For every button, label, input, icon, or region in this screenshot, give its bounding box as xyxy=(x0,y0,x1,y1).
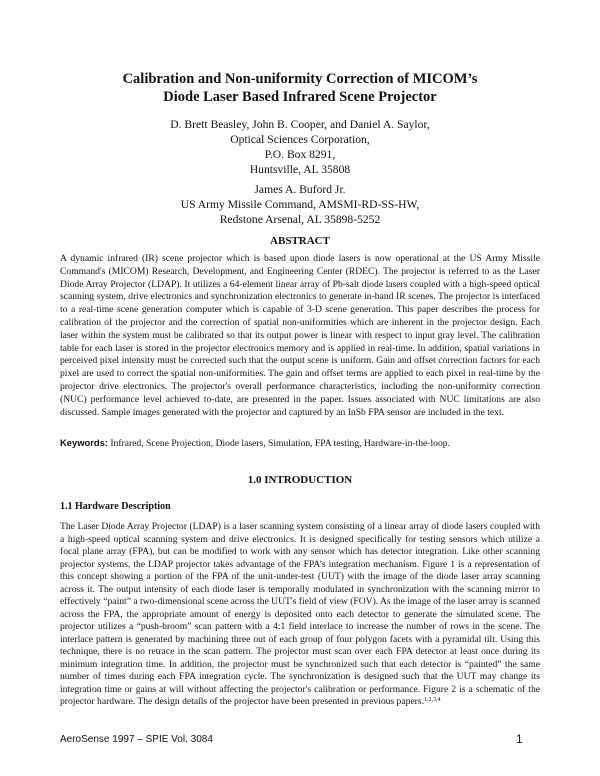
subsection-heading: 1.1 Hardware Description xyxy=(60,501,171,512)
author-block-osc xyxy=(60,117,540,177)
abstract-heading: ABSTRACT xyxy=(270,235,330,247)
paper-title xyxy=(60,70,540,106)
author-city: Huntsville, AL 35808 xyxy=(249,163,351,176)
intro-text: The Laser Diode Array Projector (LDAP) is a laser scanning system consisting of a linear array of diode lasers coupled with a high-speed optical scanning system and drive electronics. It is designed specifically for testing sensors which utilize a focal plane array (FPA), but can be modified to work with any sensor which has detector integration. Like other scanning projector systems, the LDAP projector takes advantage of the FPA’s integration mechanism. Figure 1 is a representation of this concept showing a portion of the FPA of the unit-under-test (UUT) with the image of the diode laser array scanning across it. The output intensity of each diode laser is temporally modulated in synchronization with the scanning mirror to effectively “paint” a two-dimensional scene across the UUT's field of view (FOV). As the image of the laser array is scanned across the FPA, the appropriate amount of energy is deposited onto each detector to generate the simulated scene. The projector utilizes a “push-broom” scan pattern with a 4:1 field interlace to increase the number of rows in the scene. The interlace pattern is generated by machining three out of each group of four polygon facets with a pyramidal tilt. Using this technique, there is no retrace in the scan pattern. The projector must scan over each FPA detector at least once during its minimum integration time. In addition, the projector must be synchronized such that each detector is “painted” the same number of times during each FPA integration cycle. The synchronization is designed such that the UUT may change its integration time or gains at will without affecting the projector's calibration or performance. Figure 2 is a schematic of the projector hardware. The design details of the projector have been presented in previous papers. xyxy=(60,521,540,707)
author-names: D. Brett Beasley, John B. Cooper, and Daniel A. Saylor, xyxy=(170,118,430,131)
citation-superscript: 1,2,3,4 xyxy=(423,697,441,703)
abstract-text: A dynamic infrared (IR) scene projector which is based upon diode lasers is now operational at the US Army Missile Command's (MICOM) Research, Development, and Engineering Center (RDEC). The projector is referred to as the Laser Diode Array Projector (LDAP). It utilizes a 64-element linear array of Pb-salt diode lasers coupled with a high-speed optical scanning system, drive electronics and synchronization electronics to generate in-band IR scenes. The projector is interfaced to a real-time scene generation computer which is capable of 3-D scene generation. This paper describes the process for calibration of the projector and the correction of spatial non-uniformities which are inherent in the projector design. Each laser within the system must be calibrated so that its output power is linear with respect to input gray level. The calibration table for each laser is stored in the projector electronics memory and is applied in real-time. In addition, spatial variations in perceived pixel intensity must be corrected such that the output scene is uniform. Gain and offset correction factors for each pixel are used to correct the spatial non-uniformities. The gain and offset terms are applied to each pixel in real-time by the projector drive electronics. The projector's overall performance characteristics, including the non-uniformity correction (NUC) performance level achieved to-date, are presented in the paper. Issues associated with NUC limitations are also discussed. Sample images generated with the projector and captured by an InSb FPA sensor are included in the text. xyxy=(60,253,540,418)
author-org: Optical Sciences Corporation, xyxy=(230,133,370,146)
footer-conference: AeroSense 1997 – SPIE Vol. 3084 xyxy=(60,734,213,745)
title-line-1: Calibration and Non-uniformity Correction of MICOM’s xyxy=(122,71,478,87)
author-name-2: James A. Buford Jr. xyxy=(254,183,346,196)
author-address: P.O. Box 8291, xyxy=(264,148,336,161)
keywords-line xyxy=(60,437,540,451)
section-heading: 1.0 INTRODUCTION xyxy=(247,474,353,486)
keywords-label: Keywords: xyxy=(60,437,108,448)
author-city-2: Redstone Arsenal, AL 35898-5252 xyxy=(219,213,381,226)
author-org-2: US Army Missile Command, AMSMI-RD-SS-HW, xyxy=(180,198,420,211)
intro-paragraph xyxy=(60,521,540,709)
author-block-micom xyxy=(60,182,540,227)
page-number: 1 xyxy=(516,732,523,746)
keywords-text: Infrared, Scene Projection, Diode lasers, Simulation, FPA testing, Hardware-in-the-loop. xyxy=(110,438,450,449)
title-line-2: Diode Laser Based Infrared Scene Projector xyxy=(163,89,437,105)
